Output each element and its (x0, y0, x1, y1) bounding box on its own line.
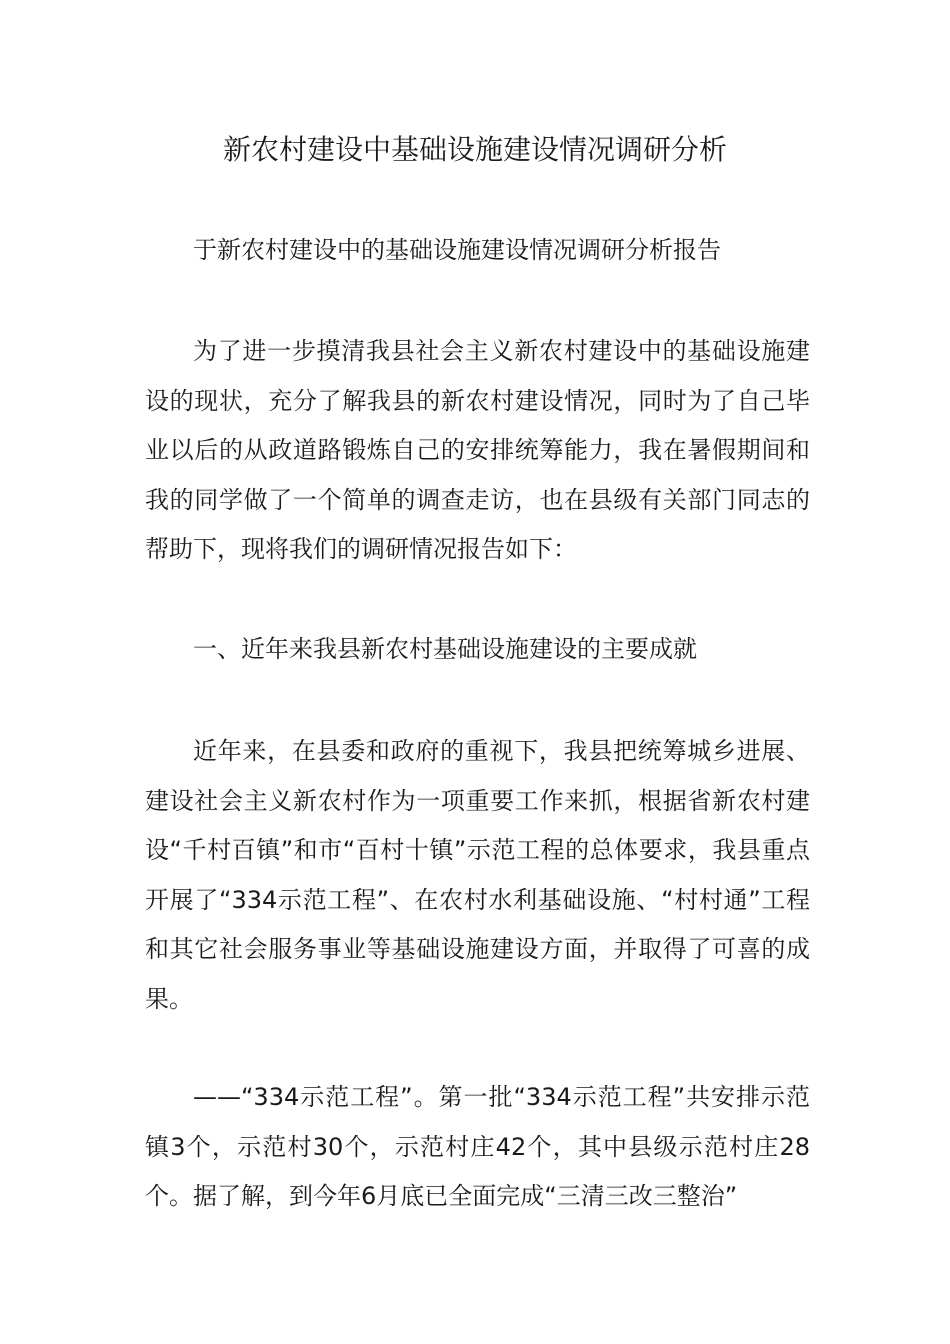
report-subtitle: 于新农村建设中的基础设施建设情况调研分析报告 (193, 236, 721, 264)
section-heading-1: 一、近年来我县新农村基础设施建设的主要成就 (193, 635, 697, 663)
intro-paragraph: 为了进一步摸清我县社会主义新农村建设中的基础设施建设的现状，充分了解我县的新农村建设情况，同时为了自己毕业以后的从政道路锻炼自己的安排统筹能力，我在暑假期间和我的同学做了一个简单的调查走访，也在县级有关部门同志的帮助下，现将我们的调研情况报告如下： (145, 337, 810, 563)
achievements-paragraph: 近年来，在县委和政府的重视下，我县把统筹城乡进展、建设社会主义新农村作为一项重要工作来抓，根据省新农村建设“千村百镇”和市“百村十镇”示范工程的总体要求，我县重点开展了“334示范工程”、在农村水利基础设施、“村村通”工程和其它社会服务事业等基础设施建设方面，并取得了可喜的成果。 (145, 737, 810, 1013)
document-title: 新农村建设中基础设施建设情况调研分析 (222, 133, 727, 166)
project-334-paragraph: ——“334示范工程”。第一批“334示范工程”共安排示范镇3个，示范村30个，示范村庄42个，其中县级示范村庄28个。据了解，到今年6月底已全面完成“三清三改三整治” (145, 1083, 810, 1210)
